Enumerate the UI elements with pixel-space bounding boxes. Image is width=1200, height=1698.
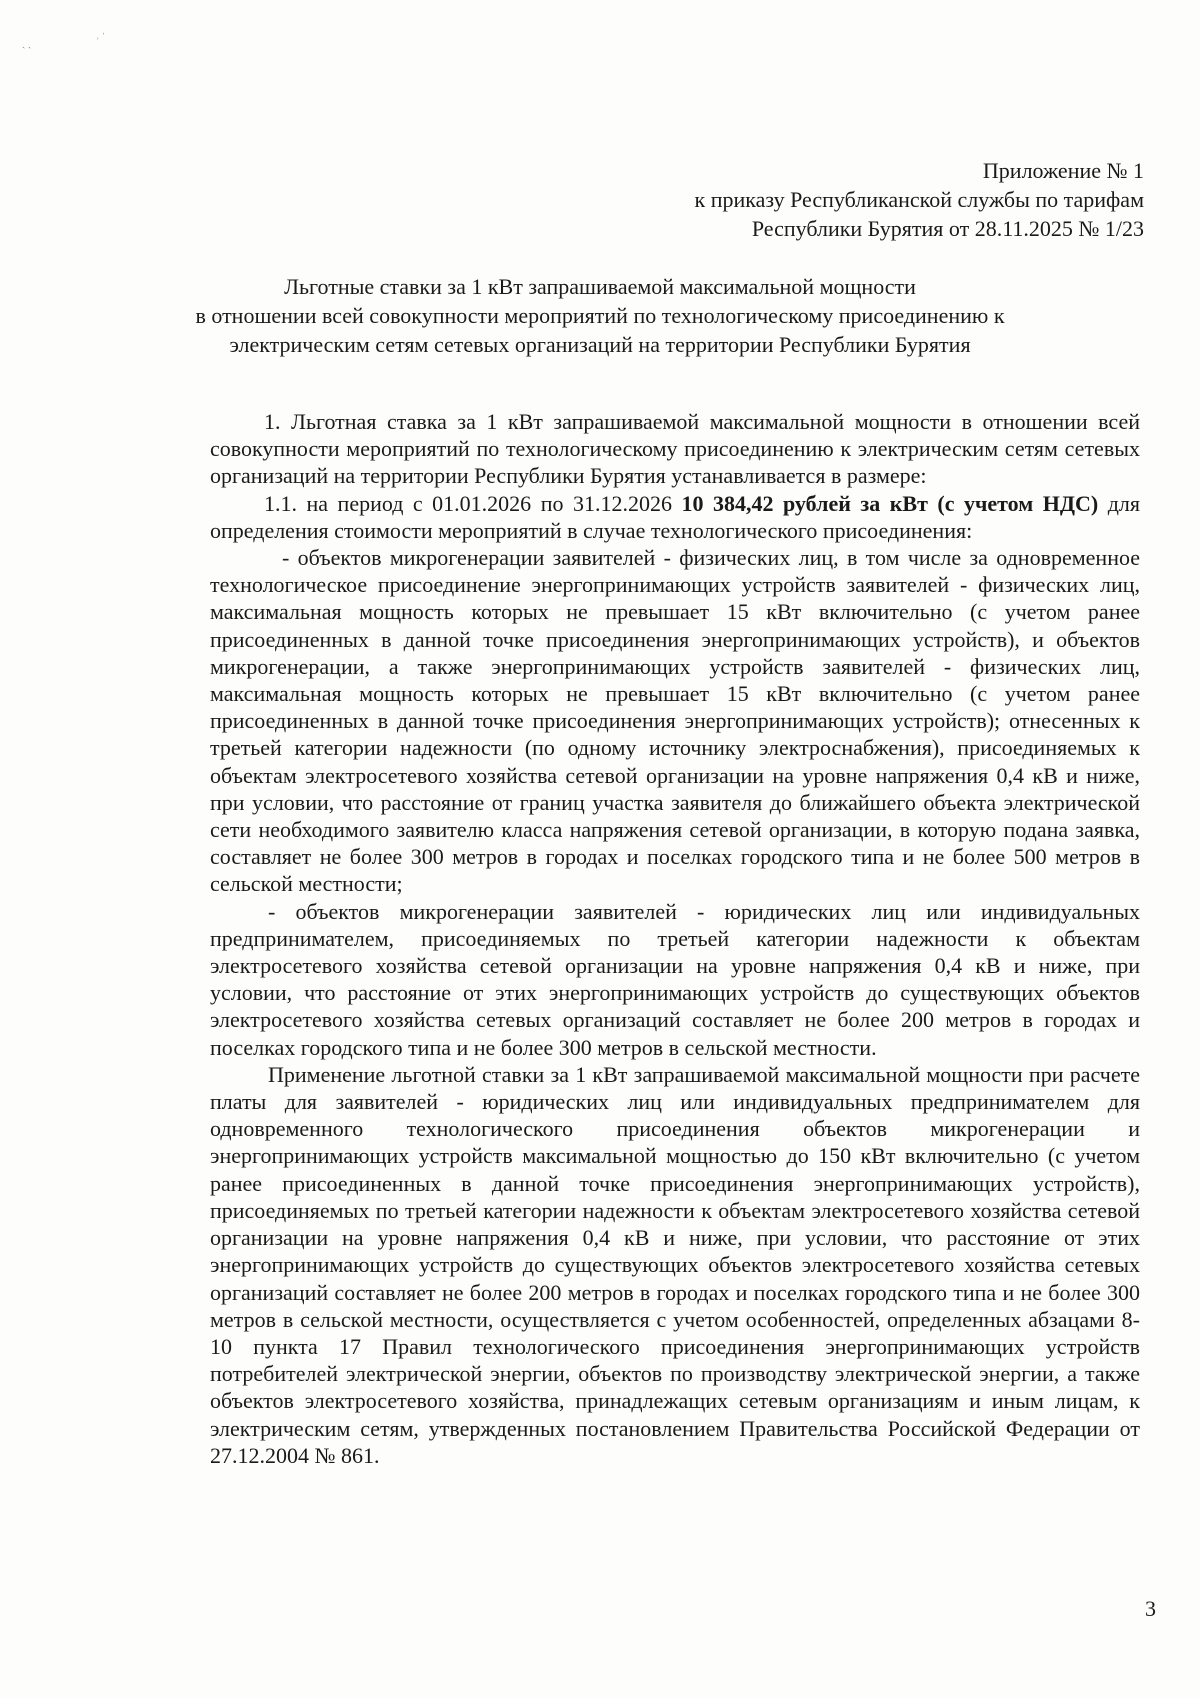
page-number: 3 bbox=[1145, 1596, 1156, 1621]
paragraph-1-1 bbox=[210, 490, 1140, 544]
appendix-order-date: Республики Бурятия от 28.11.2025 № 1/23 bbox=[751, 216, 1144, 241]
appendix-number: Приложение № 1 bbox=[982, 158, 1144, 183]
document-title bbox=[160, 272, 1040, 359]
scan-speck: ˎ ˏ bbox=[22, 38, 32, 49]
appendix-order-ref: к приказу Республиканской службы по тарифам bbox=[694, 187, 1144, 212]
title-line-1: Льготные ставки за 1 кВт запрашиваемой максимальной мощности bbox=[284, 274, 916, 299]
paragraph-1: 1. Льготная ставка за 1 кВт запрашиваемой максимальной мощности в отношении всей совокупности мероприятий по технологическому присоединению к электрическим сетям сетевых организаций на территории Республики Бурятия устанавливается в размере: bbox=[210, 409, 1140, 489]
rate-value: 10 384,42 рублей за кВт (с учетом НДС) bbox=[681, 490, 1099, 516]
paragraph-individuals: - объектов микрогенерации заявителей - физических лиц, в том числе за одновременное технологическое присоединение энергопринимающих устройств заявителей - физических лиц, максимальная мощность которых не превышает 15 кВт включительно (с учетом ранее присоединенных в данной точке присоединения энергопринимающих устройств), и объектов микрогенерации, а также энергопринимающих устройств заявителей - физических лиц, максимальная мощность которых не превышает 15 кВт включительно (с учетом ранее присоединенных в данной точке присоединения энергопринимающих устройств); отнесенных к третьей категории надежности (по одному источнику электроснабжения), присоединяемых к объектам электросетевого хозяйства сетевой организации на уровне напряжения 0,4 кВ и ниже, при условии, что расстояние от границ участка заявителя до ближайшего объекта электрической сети необходимого заявителю класса напряжения сетевой организации, в которую подана заявка, составляет не более 300 метров в городах и поселках городского типа и не более 500 метров в сельской местности; bbox=[210, 545, 1140, 897]
title-line-3: электрическим сетям сетевых организаций на территории Республики Бурятия bbox=[229, 332, 971, 357]
paragraph-legal-entities: - объектов микрогенерации заявителей - юридических лиц или индивидуальных предпринимателем, присоединяемых по третьей категории надежности к объектам электросетевого хозяйства сетевой организации на уровне напряжения 0,4 кВ и ниже, при условии, что расстояние от этих энергопринимающих устройств до существующих объектов электросетевого хозяйства сетевых организаций составляет не более 200 метров в городах и поселках городского типа и не более 300 метров в сельской местности. bbox=[210, 898, 1140, 1060]
paragraph-1-1-suffix: для определения стоимости мероприятий в случае технологического присоединения: bbox=[210, 490, 1140, 543]
title-line-2: в отношении всей совокупности мероприятий по технологическому присоединению к bbox=[195, 303, 1005, 328]
paragraph-1-1-prefix: 1.1. на период с 01.01.2026 по 31.12.2026 bbox=[264, 490, 682, 516]
appendix-header bbox=[695, 156, 1144, 243]
scan-speck: ˒ ˈ bbox=[96, 32, 106, 43]
document-body bbox=[210, 408, 1140, 1469]
paragraph-application: Применение льготной ставки за 1 кВт запрашиваемой максимальной мощности при расчете платы для заявителей - юридических лиц или индивидуальных предпринимателем для одновременного технологического присоединения объектов микрогенерации и энергопринимающих устройств максимальной мощностью до 150 кВт включительно (с учетом ранее присоединенных в данной точке присоединения энергопринимающих устройств), присоединяемых по третьей категории надежности к объектам электросетевого хозяйства сетевой организации на уровне напряжения 0,4 кВ и ниже, при условии, что расстояние от этих энергопринимающих устройств до существующих объектов электросетевого хозяйства сетевых организаций составляет не более 200 метров в городах и поселках городского типа и не более 300 метров в сельской местности, осуществляется с учетом особенностей, определенных абзацами 8-10 пункта 17 Правил технологического присоединения энергопринимающих устройств потребителей электрической энергии, объектов по производству электрической энергии, а также объектов электросетевого хозяйства, принадлежащих сетевым организациям и иным лицам, к электрическим сетям, утвержденных постановлением Правительства Российской Федерации от 27.12.2004 № 861. bbox=[210, 1061, 1140, 1468]
